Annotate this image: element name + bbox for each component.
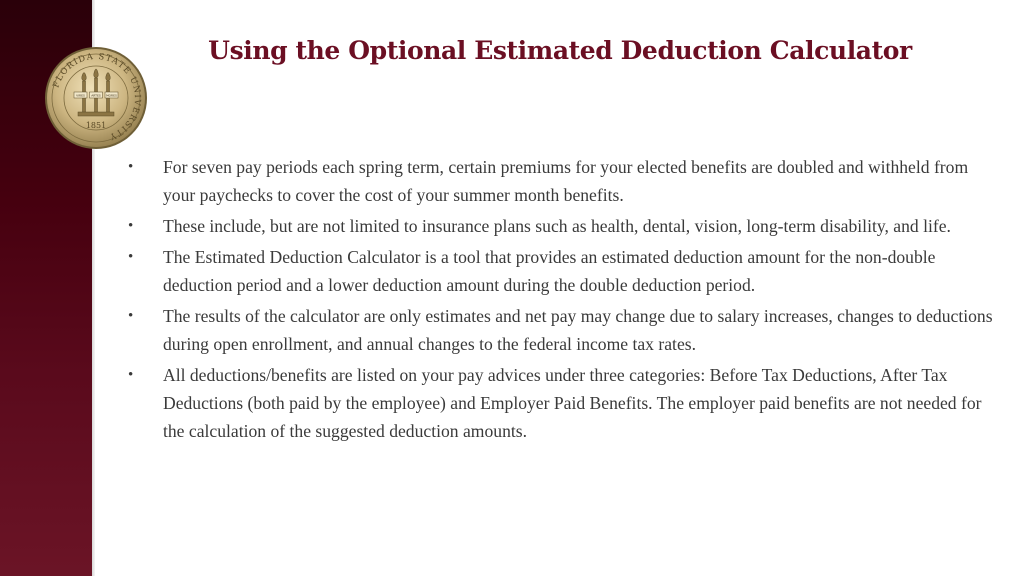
seal-ring-text: FLORIDA STATE UNIVERSITY bbox=[51, 51, 143, 142]
list-item-text: The results of the calculator are only estimates and net pay may change due to salary increases, changes to deductions during open enrollment, and annual changes to the federal income tax rates. bbox=[163, 306, 993, 354]
list-item-text: These include, but are not limited to insurance plans such as health, dental, vision, long-term disability, and life. bbox=[163, 216, 951, 236]
seal-banner-3: MORES bbox=[106, 93, 117, 98]
list-item-text: The Estimated Deduction Calculator is a tool that provides an estimated deduction amount for the non-double deduction period and a lower deduction amount during the double deduction period. bbox=[163, 247, 936, 295]
list-item bbox=[128, 302, 1000, 358]
list-item-text: For seven pay periods each spring term, certain premiums for your elected benefits are doubled and withheld from your paychecks to cover the cost of your summer month benefits. bbox=[163, 157, 969, 205]
florida-state-university-seal-icon bbox=[44, 46, 148, 150]
bullet-marker: • bbox=[128, 367, 134, 383]
list-item bbox=[128, 212, 1000, 240]
bullet-list bbox=[128, 153, 1000, 448]
list-item bbox=[128, 243, 1000, 299]
seal-year: 1851 bbox=[85, 121, 107, 130]
seal-banner-1: VIRES bbox=[76, 93, 85, 98]
list-item-text: All deductions/benefits are listed on your pay advices under three categories: Before Tax Deductions, After Tax Deductions (both paid by the employee) and Employer Paid Benefits. The employer paid benefits are not needed for the calculation of the suggested deduction amounts. bbox=[163, 365, 982, 441]
slide-title: Using the Optional Estimated Deduction Calculator bbox=[208, 36, 912, 65]
bullet-marker: • bbox=[128, 308, 134, 324]
seal-banner-2: ARTES bbox=[91, 93, 101, 98]
list-item bbox=[128, 361, 1000, 445]
bullet-marker: • bbox=[128, 218, 134, 234]
bullet-marker: • bbox=[128, 249, 134, 265]
list-item bbox=[128, 153, 1000, 209]
bullet-marker: • bbox=[128, 159, 134, 175]
